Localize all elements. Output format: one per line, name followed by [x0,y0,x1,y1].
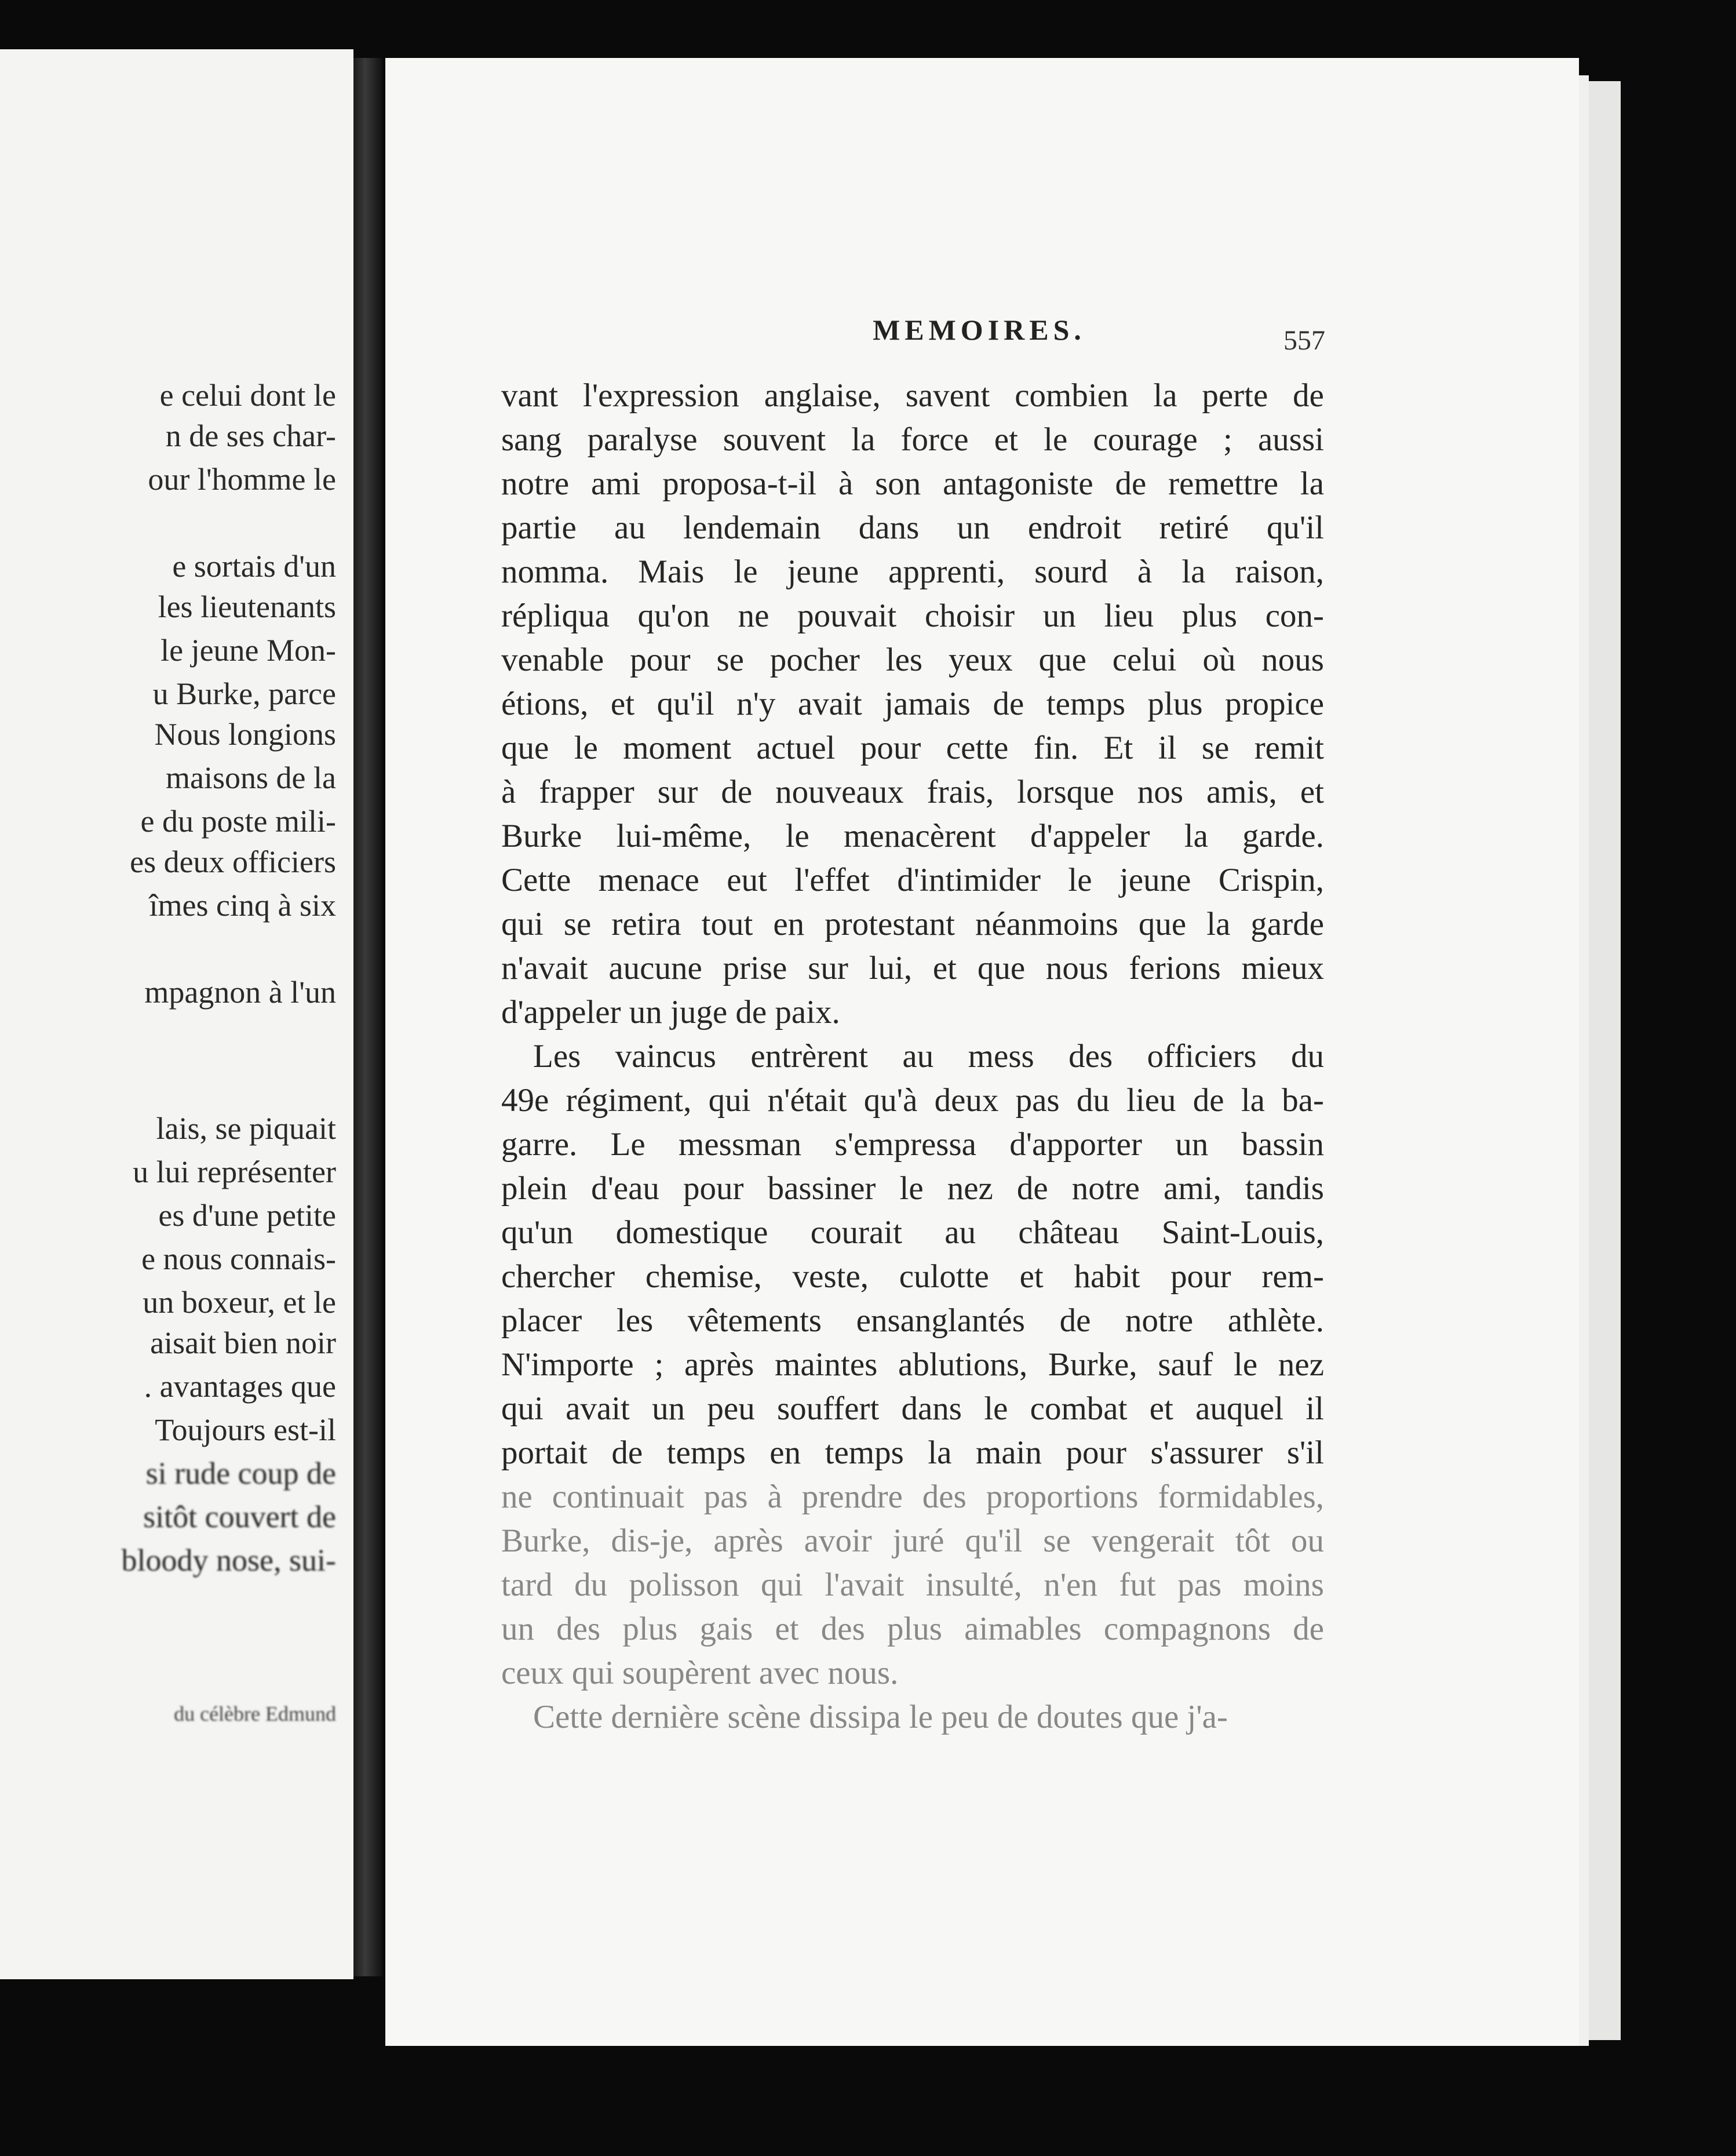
left-page-footnote: du célèbre Edmund [174,1702,336,1725]
left-page-line: es deux officiers [130,844,336,879]
left-page-line: . avantages que [144,1369,336,1404]
left-page-line: lais, se piquait [156,1111,336,1146]
left-page [0,49,353,1979]
body-text [501,374,1324,1739]
text-line: n'avait aucune prise sur lui, et que nous ferions mieux [501,950,1324,986]
text-line: 49e régiment, qui n'était qu'à deux pas du lieu de la ba- [501,1082,1324,1119]
left-page-line: u Burke, parce [152,676,336,711]
text-line: Cette menace eut l'effet d'intimider le jeune Crispin, [501,862,1324,898]
text-line: qui se retira tout en protestant néanmoins que la garde [501,906,1324,942]
left-page-line: bloody nose, sui- [121,1543,336,1578]
text-line: sang paralyse souvent la force et le courage ; aussi [501,421,1324,458]
text-line: répliqua qu'on ne pouvait choisir un lieu plus con- [501,598,1324,634]
text-line: notre ami proposa-t-il à son antagoniste de remettre la [501,465,1324,502]
text-line: à frapper sur de nouveaux frais, lorsque nos amis, et [501,774,1324,810]
left-page-line: e celui dont le [159,378,336,413]
paragraph-start-line: Cette dernière scène dissipa le peu de doutes que j'a- [533,1699,1228,1735]
left-page-line: sitôt couvert de [143,1499,336,1534]
left-page-line: e sortais d'un [172,549,336,584]
running-head: MEMOIRES. [873,314,1086,346]
left-page-line: maisons de la [166,760,336,795]
book-gutter [353,58,382,1976]
text-line: ceux qui soupèrent avec nous. [501,1655,899,1691]
left-page-line: n de ses char- [165,418,336,453]
left-page-line: le jeune Mon- [161,633,336,668]
text-line: qu'un domestique courait au château Saint-Louis, [501,1214,1324,1251]
text-line: ne continuait pas à prendre des proportions formidables, [501,1478,1324,1515]
text-line: Burke, dis-je, après avoir juré qu'il se vengerait tôt ou [501,1523,1324,1559]
left-page-line: Nous longions [154,717,336,752]
text-line: placer les vêtements ensanglantés de notre athlète. [501,1302,1324,1339]
left-page-line: es d'une petite [158,1198,336,1233]
left-page-line: our l'homme le [148,462,336,497]
text-line: portait de temps en temps la main pour s'assurer s'il [501,1434,1324,1471]
text-line: N'importe ; après maintes ablutions, Burke, sauf le nez [501,1346,1324,1383]
paragraph-start-line: Les vaincus entrèrent au mess des officiers du [533,1038,1324,1075]
text-line: venable pour se pocher les yeux que celui où nous [501,642,1324,678]
text-line: Burke lui-même, le menacèrent d'appeler la garde. [501,818,1324,854]
left-page-line: un boxeur, et le [143,1285,336,1320]
left-page-line: e du poste mili- [140,804,336,839]
page-number: 557 [1283,325,1325,356]
text-line: que le moment actuel pour cette fin. Et il se remit [501,730,1324,766]
text-line: vant l'expression anglaise, savent combien la perte de [501,377,1324,414]
text-line: tard du polisson qui l'avait insulté, n'en fut pas moins [501,1567,1324,1603]
text-line: d'appeler un juge de paix. [501,994,840,1030]
text-line: étions, et qu'il n'y avait jamais de temps plus propice [501,686,1324,722]
left-page-line: mpagnon à l'un [144,975,336,1010]
text-line: chercher chemise, veste, culotte et habit pour rem- [501,1258,1324,1295]
left-page-line: e nous connais- [141,1241,336,1276]
left-page-line: u lui représenter [133,1155,336,1189]
text-line: nomma. Mais le jeune apprenti, sourd à la raison, [501,553,1324,590]
text-line: partie au lendemain dans un endroit retiré qu'il [501,509,1324,546]
left-page-line: si rude coup de [145,1456,336,1491]
left-page-line: Toujours est-il [155,1412,336,1447]
text-line: plein d'eau pour bassiner le nez de notre ami, tandis [501,1170,1324,1207]
text-line: un des plus gais et des plus aimables compagnons de [501,1611,1324,1647]
left-page-line: les lieutenants [158,589,336,624]
left-page-line: aisait bien noir [150,1325,336,1360]
text-line: garre. Le messman s'empressa d'apporter un bassin [501,1126,1324,1163]
left-page-line: îmes cinq à six [149,888,336,923]
text-line: qui avait un peu souffert dans le combat et auquel il [501,1390,1324,1427]
right-page [385,58,1579,2046]
